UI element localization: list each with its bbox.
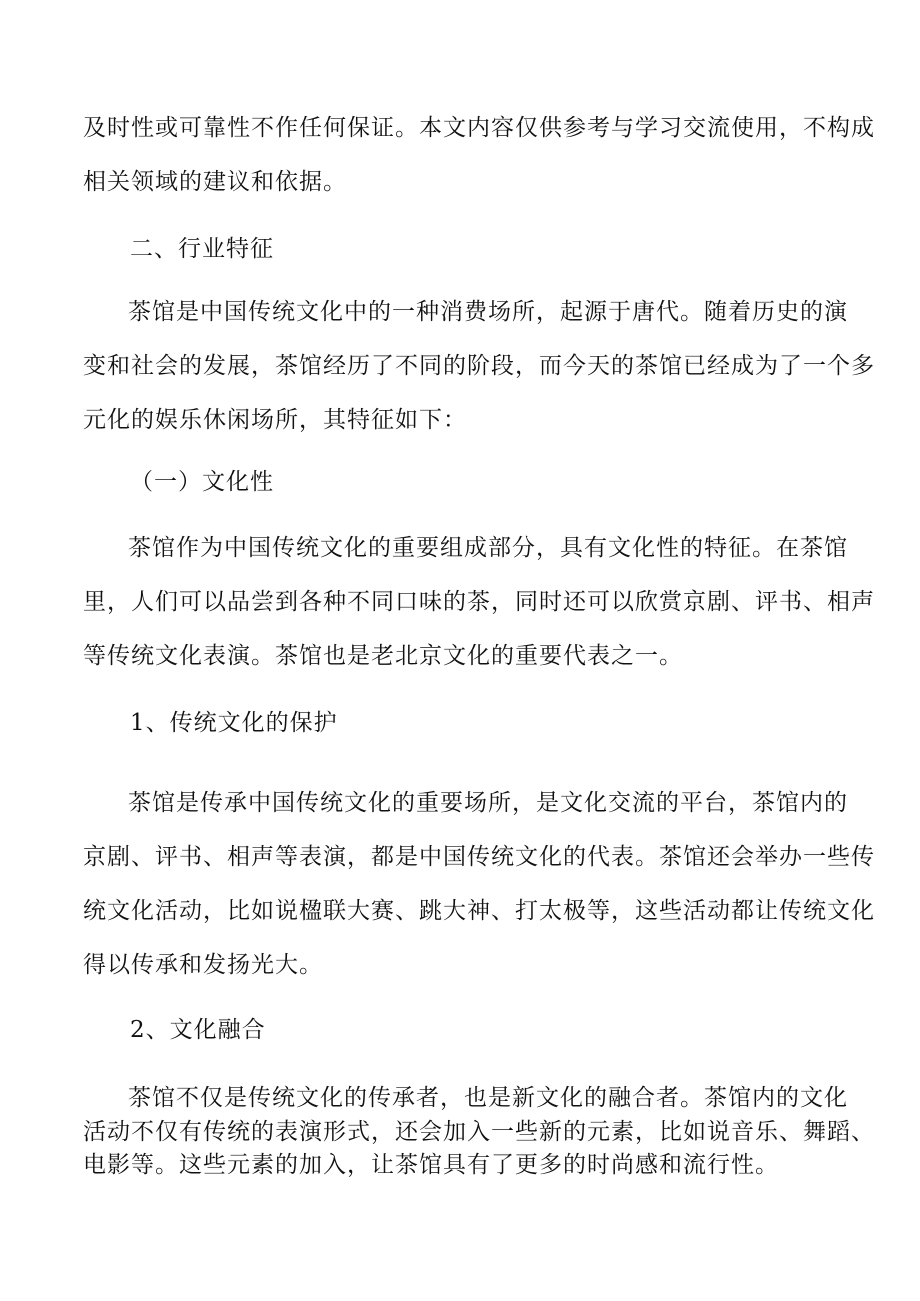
item2-heading: 2、文化融合 bbox=[130, 1017, 266, 1043]
item1-line-4: 得以传承和发扬光大。 bbox=[83, 952, 323, 978]
item1-line-3: 统文化活动，比如说楹联大赛、跳大神、打太极等，这些活动都让传统文化 bbox=[83, 898, 875, 924]
section-paragraph-line-3: 元化的娱乐休闲场所，其特征如下： bbox=[83, 407, 467, 433]
item1-line-1: 茶馆是传承中国传统文化的重要场所，是文化交流的平台，茶馆内的 bbox=[128, 790, 848, 816]
item1-heading: 1、传统文化的保护 bbox=[130, 710, 338, 736]
item2-line-3: 电影等。这些元素的加入，让茶馆具有了更多的时尚感和流行性。 bbox=[83, 1152, 779, 1178]
item2-line-2: 活动不仅有传统的表演形式，还会加入一些新的元素，比如说音乐、舞蹈、 bbox=[83, 1119, 875, 1145]
item2-line-1: 茶馆不仅是传统文化的传承者，也是新文化的融合者。茶馆内的文化 bbox=[128, 1085, 848, 1111]
intro-line-1: 及时性或可靠性不作任何保证。本文内容仅供参考与学习交流使用，不构成 bbox=[83, 115, 875, 141]
section-heading: 二、行业特征 bbox=[130, 236, 274, 262]
subsection-heading: （一）文化性 bbox=[130, 469, 274, 495]
section-paragraph-line-2: 变和社会的发展，茶馆经历了不同的阶段，而今天的茶馆已经成为了一个多 bbox=[83, 353, 875, 379]
intro-line-2: 相关领域的建议和依据。 bbox=[83, 169, 347, 195]
item1-line-2: 京剧、评书、相声等表演，都是中国传统文化的代表。茶馆还会举办一些传 bbox=[83, 844, 875, 870]
subsection-paragraph-line-3: 等传统文化表演。茶馆也是老北京文化的重要代表之一。 bbox=[83, 643, 683, 669]
subsection-paragraph-line-1: 茶馆作为中国传统文化的重要组成部分，具有文化性的特征。在茶馆 bbox=[128, 535, 848, 561]
subsection-paragraph-line-2: 里，人们可以品尝到各种不同口味的茶，同时还可以欣赏京剧、评书、相声 bbox=[83, 589, 875, 615]
section-paragraph-line-1: 茶馆是中国传统文化中的一种消费场所，起源于唐代。随着历史的演 bbox=[128, 299, 848, 325]
